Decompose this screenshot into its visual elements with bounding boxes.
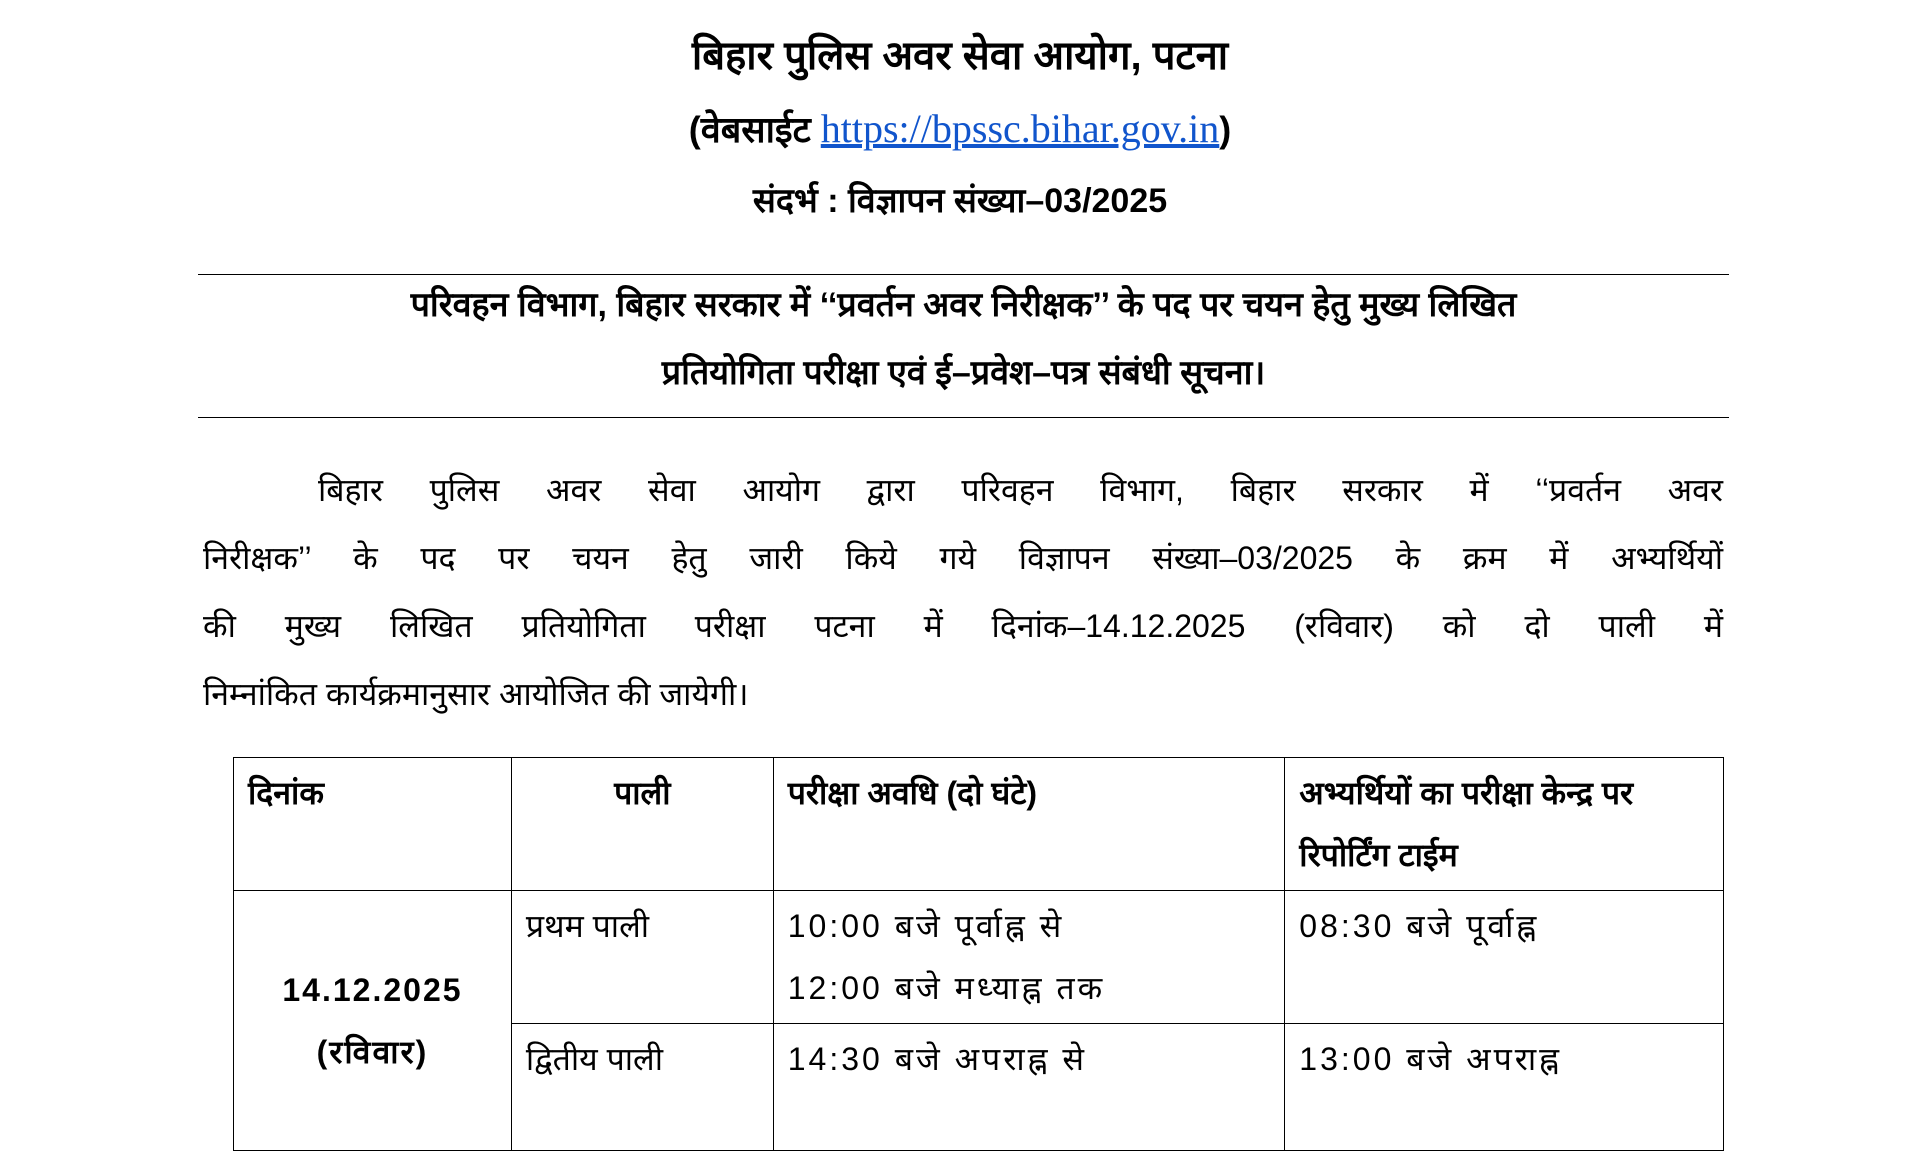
exam-date: 14.12.2025: [282, 971, 463, 1008]
body-paragraph: [203, 456, 1723, 728]
table-row: [234, 891, 1724, 1024]
shift-cell: प्रथम पाली: [511, 891, 773, 1024]
header-reporting: अभ्यर्थियों का परीक्षा केन्द्र पर रिपोर्टिंग टाईम: [1285, 758, 1724, 891]
notice-heading-line-2: प्रतियोगिता परीक्षा एवं ई–प्रवेश–पत्र संबंधी सूचना।: [661, 354, 1266, 392]
divider-bottom: [198, 417, 1729, 418]
header-shift: पाली: [511, 758, 773, 891]
divider-top: [198, 274, 1729, 275]
reporting-cell: 08:30 बजे पूर्वाह्न: [1285, 891, 1724, 1024]
shift-cell: द्वितीय पाली: [511, 1024, 773, 1151]
header-duration: परीक्षा अवधि (दो घंटे): [773, 758, 1285, 891]
paragraph-line: बिहार पुलिस अवर सेवा आयोग द्वारा परिवहन विभाग, बिहार सरकार में ‘‘प्रवर्तन अवर: [318, 472, 1723, 508]
header-date: दिनांक: [234, 758, 512, 891]
document-title: बिहार पुलिस अवर सेवा आयोग, पटना: [691, 34, 1229, 78]
exam-schedule-table: [233, 757, 1724, 1151]
duration-cell: [773, 1024, 1285, 1151]
notice-heading-line-1: परिवहन विभाग, बिहार सरकार में ‘‘प्रवर्तन अवर निरीक्षक’’ के पद पर चयन हेतु मुख्य लिखित: [410, 286, 1517, 324]
website-link[interactable]: https://bpssc.bihar.gov.in: [820, 106, 1220, 151]
table-header-row: [234, 758, 1724, 891]
exam-day: (रविवार): [316, 1033, 429, 1070]
duration-end: 12:00 बजे मध्याह्न तक: [787, 970, 1106, 1006]
duration-start: 14:30 बजे अपराह्न से: [787, 1041, 1088, 1077]
duration-cell: [773, 891, 1285, 1024]
website-close: ): [1219, 109, 1232, 150]
paragraph-line: निरीक्षक’’ के पद पर चयन हेतु जारी किये गये विज्ञापन संख्या–03/2025 के क्रम में अभ्यर्थियों: [203, 540, 1723, 576]
reference-line: संदर्भ : विज्ञापन संख्या–03/2025: [752, 182, 1168, 220]
paragraph-line: की मुख्य लिखित प्रतियोगिता परीक्षा पटना में दिनांक–14.12.2025 (रविवार) को दो पाली में: [203, 608, 1723, 644]
reporting-cell: 13:00 बजे अपराह्न: [1285, 1024, 1724, 1151]
exam-date-cell: [234, 891, 512, 1151]
paragraph-line: निम्नांकित कार्यक्रमानुसार आयोजित की जायेगी।: [203, 676, 749, 712]
website-line: [0, 104, 1920, 153]
website-label: (वेबसाईट: [688, 109, 811, 150]
duration-start: 10:00 बजे पूर्वाह्न से: [787, 908, 1065, 944]
